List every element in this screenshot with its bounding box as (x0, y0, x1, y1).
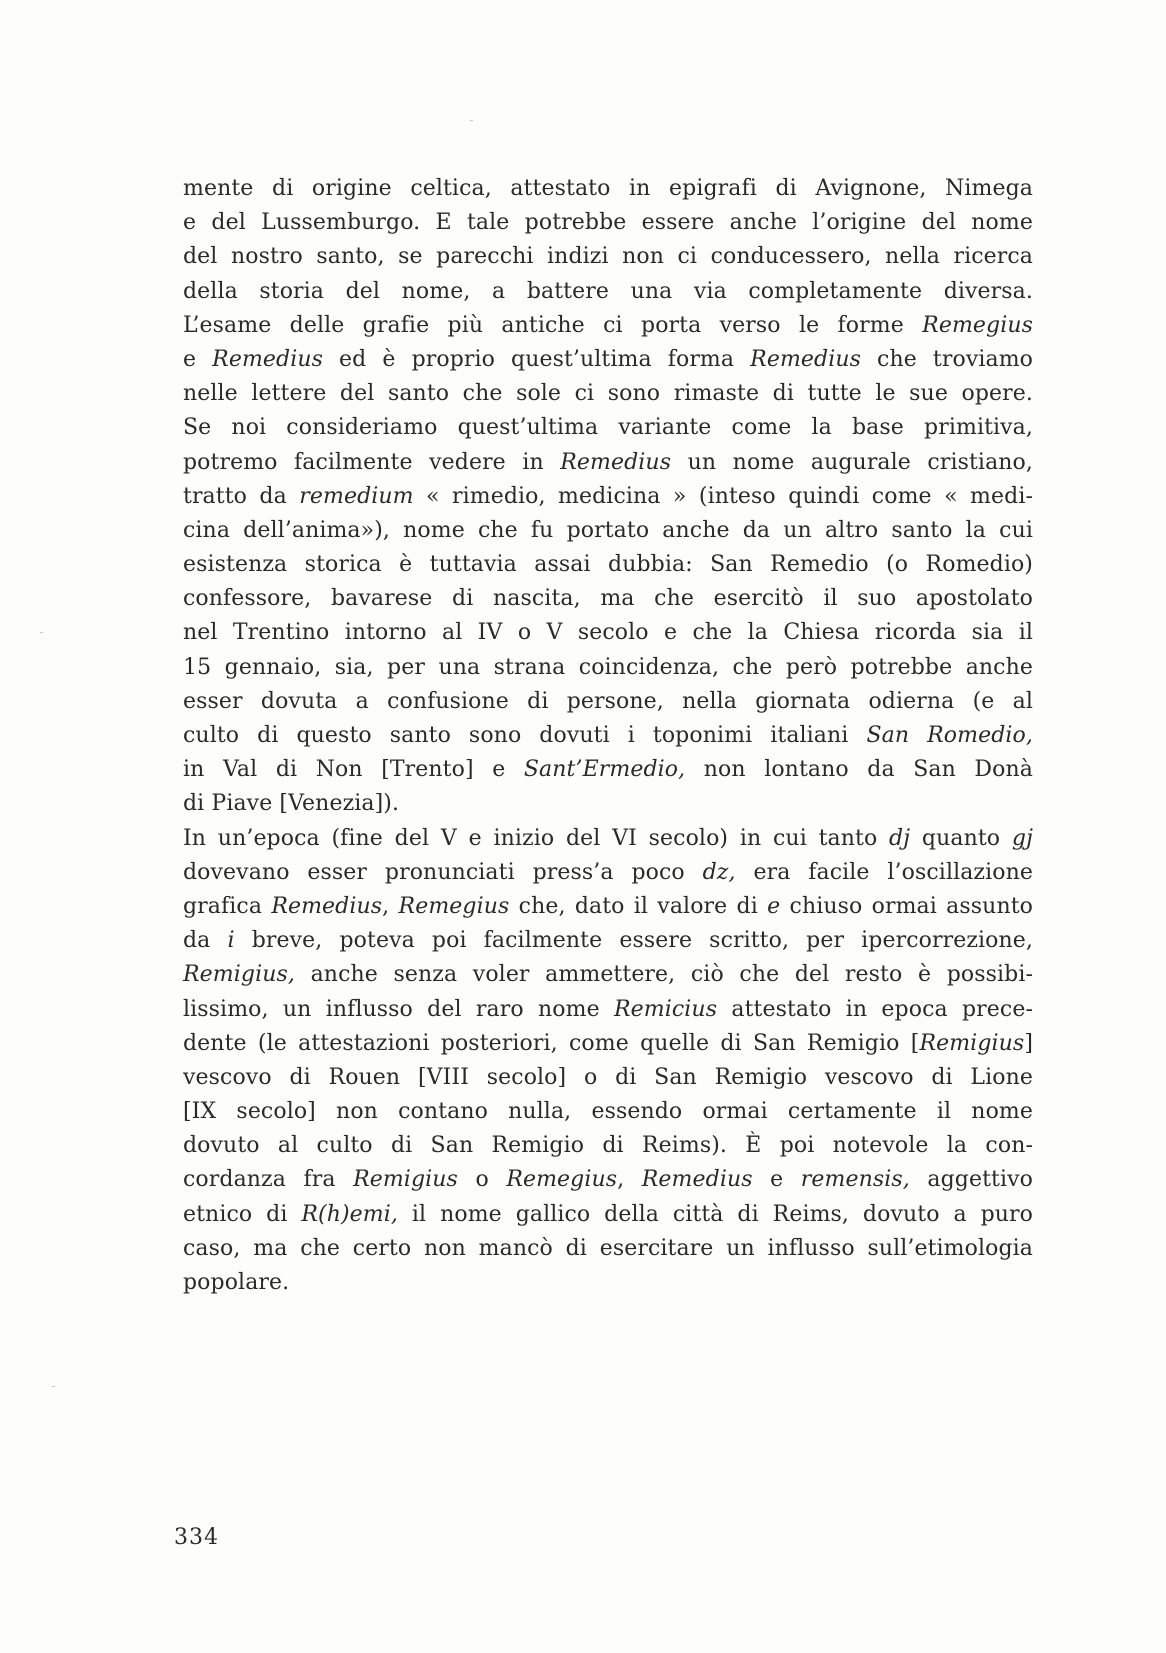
italic-term: Remigius (353, 1167, 458, 1193)
text-line: potremo facilmente vedere in Remedius un nome augurale cristiano, (183, 449, 1033, 475)
text-line: lissimo, un influsso del raro nome Remicius attestato in epoca prece- (183, 996, 1033, 1022)
text-line: nelle lettere del santo che sole ci sono rimaste di tutte le sue opere. (183, 381, 1033, 407)
italic-term: remensis, (800, 1167, 910, 1193)
italic-term: Remigius (919, 1030, 1025, 1056)
italic-term: dz, (702, 859, 736, 885)
text-line: culto di questo santo sono dovuti i toponimi italiani San Romedio, (183, 723, 1033, 748)
text-line: [IX secolo] non contano nulla, essendo ormai certamente il nome (183, 1099, 1033, 1125)
italic-term: Sant’Ermedio, (523, 757, 686, 783)
text-line: caso, ma che certo non mancò di esercitare un influsso sull’etimologia (183, 1235, 1033, 1261)
text-line: Remigius, anche senza voler ammettere, ciò che del resto è possibi- (183, 962, 1033, 988)
italic-term: Remicius (613, 996, 718, 1022)
text-line: da i breve, poteva poi facilmente essere scritto, per ipercorrezione, (183, 928, 1033, 954)
text-line: popolare. (183, 1270, 290, 1295)
text-line: in Val di Non [Trento] e Sant’Ermedio, non lontano da San Donà (183, 757, 1033, 783)
body-text (183, 172, 1033, 1300)
text-line: Se noi consideriamo quest’ultima variante come la base primitiva, (183, 415, 1033, 441)
scan-speck (470, 120, 473, 121)
page-number: 334 (174, 1525, 219, 1550)
italic-term: dj (889, 825, 911, 851)
italic-term: Remegius (398, 893, 510, 919)
text-line: di Piave [Venezia]). (183, 791, 400, 817)
italic-term: e (767, 893, 781, 919)
italic-term: Remedius (641, 1167, 753, 1193)
text-line: dovuto al culto di San Remigio di Reims). È poi notevole la con- (183, 1133, 1033, 1159)
italic-term: Remedius (560, 449, 672, 475)
text-line: cordanza fra Remigius o Remegius, Remedius e remensis, aggettivo (183, 1167, 1033, 1193)
scan-speck (52, 1386, 55, 1387)
text-line: e del Lussemburgo. E tale potrebbe essere anche l’origine del nome (183, 210, 1033, 236)
text-line: etnico di R(h)emi, il nome gallico della città di Reims, dovuto a puro (183, 1201, 1033, 1227)
italic-term: remedium (299, 483, 414, 509)
text-line: nel Trentino intorno al IV o V secolo e che la Chiesa ricorda sia il (183, 620, 1033, 646)
text-line: L’esame delle grafie più antiche ci porta verso le forme Remegius (183, 312, 1033, 338)
text-line: cina dell’anima»), nome che fu portato anche da un altro santo la cui (183, 517, 1033, 543)
text-line: vescovo di Rouen [VIII secolo] o di San Remigio vescovo di Lione (183, 1064, 1033, 1090)
text-line: confessore, bavarese di nascita, ma che esercitò il suo apostolato (183, 586, 1033, 612)
italic-term: Remegius (506, 1167, 618, 1193)
italic-term: Remedius (271, 893, 383, 919)
italic-term: gj (1011, 825, 1033, 851)
italic-term: Remedius (212, 346, 324, 372)
italic-term: Remigius, (183, 962, 295, 988)
text-line: In un’epoca (fine del V e inizio del VI secolo) in cui tanto dj quanto gj (183, 825, 1033, 851)
text-line: esser dovuta a confusione di persone, nella giornata odierna (e al (183, 688, 1033, 714)
scan-speck (40, 632, 43, 633)
text-line: dovevano esser pronunciati press’a poco dz, era facile l’oscillazione (183, 859, 1033, 885)
text-line: grafica Remedius, Remegius che, dato il valore di e chiuso ormai assunto (183, 893, 1033, 919)
text-line: e Remedius ed è proprio quest’ultima forma Remedius che troviamo (183, 346, 1034, 372)
italic-term: i (227, 928, 235, 954)
italic-term: Remedius (750, 346, 862, 372)
text-line: dente (le attestazioni posteriori, come quelle di San Remigio [Remigius] (183, 1030, 1033, 1056)
italic-term: R(h)emi, (301, 1201, 398, 1227)
text-line: esistenza storica è tuttavia assai dubbia: San Remedio (o Romedio) (183, 552, 1033, 578)
text-line: 15 gennaio, sia, per una strana coincidenza, che però potrebbe anche (183, 654, 1033, 680)
text-line: del nostro santo, se parecchi indizi non ci conducessero, nella ricerca (183, 244, 1033, 270)
text-line: tratto da remedium « rimedio, medicina » (inteso quindi come « medi- (183, 483, 1033, 509)
italic-term: San Romedio, (866, 723, 1033, 748)
text-line: della storia del nome, a battere una via completamente diversa. (183, 278, 1033, 304)
italic-term: Remegius (922, 312, 1033, 338)
text-line: mente di origine celtica, attestato in epigrafi di Avignone, Nimega (183, 176, 1033, 201)
